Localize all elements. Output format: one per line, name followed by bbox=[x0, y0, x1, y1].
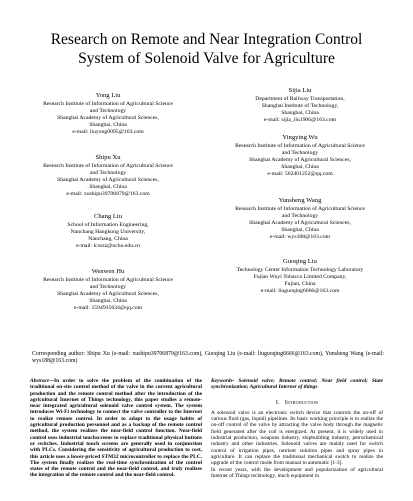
section-heading bbox=[211, 400, 383, 406]
intro-paragraph-2: In recent years, with the development and popularization of agricultural Internet of Things technology, much equipment in bbox=[211, 466, 383, 479]
author-name: Sijia Liu bbox=[288, 87, 312, 94]
author-affiliation: Research Institute of Information of Agricultural Science bbox=[43, 277, 173, 283]
section-title: Introduction bbox=[284, 399, 319, 406]
author-affiliation: Shanghai, China bbox=[281, 110, 319, 116]
author-affiliation: Research Institute of Information of Agricultural Science bbox=[43, 101, 173, 107]
intro-paragraph-1: A solenoid valve is an electronic switch device that controls the on-off of various fluid (gas, liquid) pipelines. Its basic working principle is to realize the on-off control of the valve by attracting the valve body through the magnetic field generated after the coil is energized. At present, it is widely used in industrial production, weapons industry, shipbuilding industry, petrochemical industry and other industries. Solenoid valves are mainly used for switch control of irrigation pipes, nutrient solution pipes and spray pipes in agriculture. It can replace the traditional mechanical switch to realize the upgrade of the control mode from manual to automatic [1-3]. bbox=[211, 409, 383, 467]
author-email: e-mail: 1594935634@qq.com bbox=[73, 305, 143, 311]
author-affiliation: Shanghai Institute of Technology, bbox=[261, 103, 339, 109]
author-affiliation: and Technology bbox=[281, 150, 319, 156]
author-affiliation: Shanghai Academy of Agricultural Sciences, bbox=[249, 157, 351, 163]
author-email: e-mail: 562401252@qq.com bbox=[267, 171, 333, 177]
author-affiliation: Shanghai Academy of Agricultural Sciences, bbox=[57, 115, 159, 121]
author-affiliation: and Technology bbox=[89, 170, 127, 176]
author-8 bbox=[212, 258, 388, 295]
author-name: Chang Liu bbox=[93, 213, 123, 220]
paper-title bbox=[0, 30, 413, 68]
author-affiliation: Research Institute of Information of Agricultural Science bbox=[235, 143, 365, 149]
author-affiliation: Nanchang, China bbox=[88, 236, 128, 242]
author-affiliation: Research Institute of Information of Agricultural Science bbox=[43, 163, 173, 169]
author-affiliation: Shanghai, China bbox=[281, 164, 319, 170]
author-affiliation: Shanghai, China bbox=[89, 122, 127, 128]
author-email: e-mail: sijia_liu1906@163.com bbox=[263, 117, 337, 123]
author-4 bbox=[212, 134, 388, 178]
author-affiliation: Shanghai Academy of Agricultural Sciences, bbox=[249, 220, 351, 226]
abstract-label: Abstract bbox=[30, 378, 49, 384]
author-email: e-mail: xushipu39706879@163.com bbox=[66, 191, 150, 197]
author-name: Wenwen Hu bbox=[91, 268, 125, 275]
corresponding-author-note: Corresponding author: Shipu Xu (e-mail: xushipu39706879@163.com), Guoqing Liu (e-mail: liuguoqing6666@163.com), Yunsheng Wang (e-mail: wys188@163.com) bbox=[32, 351, 384, 364]
author-email: e-mail: liuyong0095@163.com bbox=[72, 129, 144, 135]
author-6 bbox=[212, 197, 388, 241]
author-affiliation: Research Institute of Information of Agricultural Science bbox=[235, 206, 365, 212]
author-affiliation: Shanghai, China bbox=[89, 184, 127, 190]
author-affiliation: Fujian, China bbox=[284, 281, 316, 287]
author-affiliation: Shanghai Academy of Agricultural Sciences, bbox=[57, 177, 159, 183]
abstract bbox=[30, 378, 202, 479]
author-5 bbox=[18, 213, 198, 250]
author-affiliation: and Technology bbox=[89, 108, 127, 114]
keywords: Keywords- Solenoid valve; Remote control; Near field control; State synchronization; Agricultural Internet of things bbox=[211, 378, 383, 391]
author-7 bbox=[18, 268, 198, 312]
author-affiliation: Nanchang Hangkong University, bbox=[70, 229, 146, 235]
abstract-text: —In order to solve the problem of the combination of the traditional on-site control method of the valve in the current agricultural production and the remote control method after the introduction of the agricultural Internet of Things technology, this paper studies a remote-near integrated agricultural solenoid valve control system. The system introduces Wi-Fi technology to connect the valve controller to the Internet to realize remote control. In order to adapt to the usage habits of agricultural production personnel and as a backup of the remote control method, the system realizes the near-field control function. Near-field control uses industrial touchscreens to replace traditional physical buttons or switches. Industrial touch screens are generally used in conjunction with PLCs. Considering the sensitivity of agricultural production to cost, this article uses a lower-priced STM32 microcontroller to replace the PLC. The system finally realizes the real-time synchronization of the control states of the remote control and the near-field control, and truly realizes the integration of the remote control and the near-field control. bbox=[30, 378, 202, 479]
author-email: e-mail: lcsszz@nchu.edu.cn bbox=[76, 243, 140, 249]
author-name: Yunsheng Wang bbox=[278, 197, 322, 204]
author-affiliation: and Technology bbox=[281, 213, 319, 219]
author-name: Yong Liu bbox=[95, 92, 121, 99]
author-name: Shipu Xu bbox=[95, 154, 121, 161]
author-name: Guoqing Liu bbox=[283, 258, 317, 265]
author-affiliation: Technology Center Information Technology Laboratory bbox=[236, 267, 364, 273]
author-2 bbox=[212, 87, 388, 124]
author-name: Yingying Wu bbox=[282, 134, 318, 141]
author-email: e-mail: wys188@163.com bbox=[269, 234, 331, 240]
author-email: e-mail: liuguoqing6666@163.com bbox=[260, 288, 340, 294]
author-affiliation: School of Information Engineering, bbox=[67, 222, 149, 228]
author-affiliation: Department of Railway Transportation, bbox=[255, 96, 345, 102]
author-affiliation: Shanghai, China bbox=[281, 227, 319, 233]
author-affiliation: Shanghai Academy of Agricultural Sciences, bbox=[57, 291, 159, 297]
section-number: I. bbox=[275, 399, 280, 406]
right-column bbox=[211, 378, 383, 479]
author-affiliation: Shanghai, China bbox=[89, 298, 127, 304]
title-line-1: Research on Remote and Near Integration Control bbox=[50, 31, 363, 48]
author-3 bbox=[18, 154, 198, 198]
author-1 bbox=[18, 92, 198, 136]
author-affiliation: and Technology bbox=[89, 284, 127, 290]
author-affiliation: Fujian Wuyi Tobacco Limited Company, bbox=[253, 274, 347, 280]
title-line-2: System of Solenoid Valve for Agriculture bbox=[78, 50, 335, 67]
